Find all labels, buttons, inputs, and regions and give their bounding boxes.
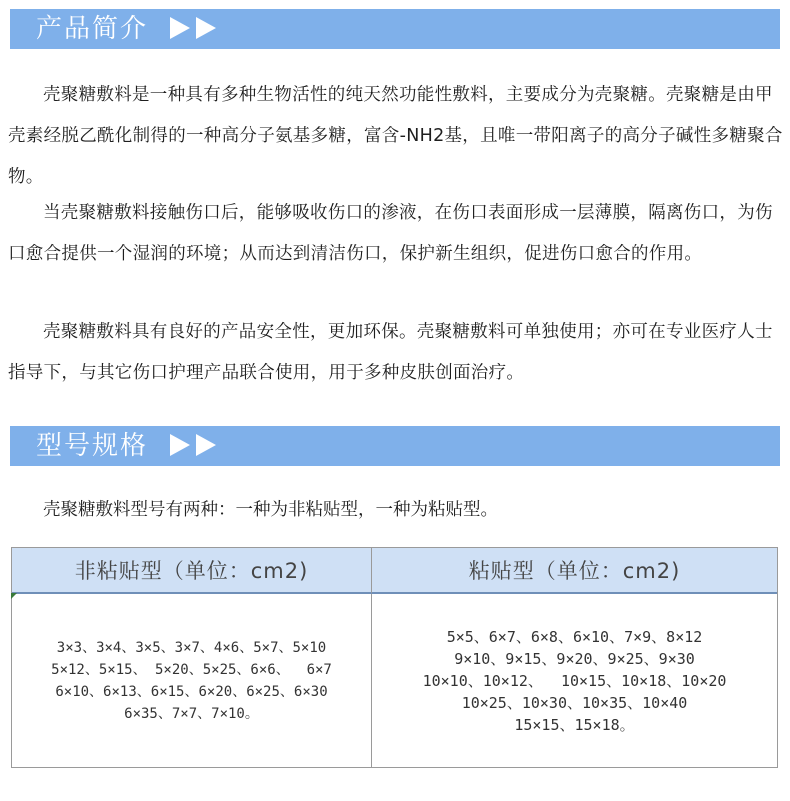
size-line: 9×10、9×15、9×20、9×25、9×30 (454, 649, 695, 668)
section-title-intro: 产品简介 (36, 14, 149, 44)
spec-table (11, 547, 778, 768)
corner-mark-icon (11, 593, 17, 599)
size-line: 6×35、7×7、7×10。 (124, 705, 259, 722)
spec-intro-text: 壳聚糖敷料型号有两种：一种为非粘贴型，一种为粘贴型。 (43, 500, 498, 520)
double-arrow-icon (170, 434, 222, 458)
non-adhesive-sizes (12, 594, 372, 767)
adhesive-sizes (372, 594, 777, 767)
description-paragraph-3: 壳聚糖敷料具有良好的产品安全性，更加环保。壳聚糖敷料可单独使用；亦可在专业医疗人士指导下，与其它伤口护理产品联合使用，用于多种皮肤创面治疗。 (8, 322, 773, 383)
section-banner-intro (10, 9, 780, 49)
size-line: 5×12、5×15、 5×20、5×25、6×6、 6×7 (51, 661, 332, 678)
size-line: 5×5、6×7、6×8、6×10、7×9、8×12 (446, 627, 703, 646)
section-title-spec: 型号规格 (36, 431, 149, 461)
size-line: 6×10、6×13、6×15、6×20、6×25、6×30 (55, 683, 328, 700)
size-line: 3×3、3×4、3×5、3×7、4×6、5×7、5×10 (56, 639, 327, 656)
size-line: 10×10、10×12、 10×15、10×18、10×20 (422, 671, 727, 690)
description-paragraph-2: 当壳聚糖敷料接触伤口后，能够吸收伤口的渗液，在伤口表面形成一层薄膜，隔离伤口，为伤口愈合提供一个湿润的环境；从而达到清洁伤口，保护新生组织，促进伤口愈合的作用。 (8, 203, 773, 264)
section-banner-spec (10, 426, 780, 466)
description-paragraph-1: 壳聚糖敷料是一种具有多种生物活性的纯天然功能性敷料，主要成分为壳聚糖。壳聚糖是由甲壳素经脱乙酰化制得的一种高分子氨基多糖，富含-NH2基，且唯一带阳离子的高分子碱性多糖聚合物。 (8, 85, 783, 187)
adhesive-header: 粘贴型（单位：cm2) (372, 548, 777, 594)
non-adhesive-header: 非粘贴型（单位：cm2) (12, 548, 372, 594)
size-line: 10×25、10×30、10×35、10×40 (461, 693, 688, 712)
double-arrow-icon (170, 17, 222, 41)
size-line: 15×15、15×18。 (514, 715, 635, 734)
